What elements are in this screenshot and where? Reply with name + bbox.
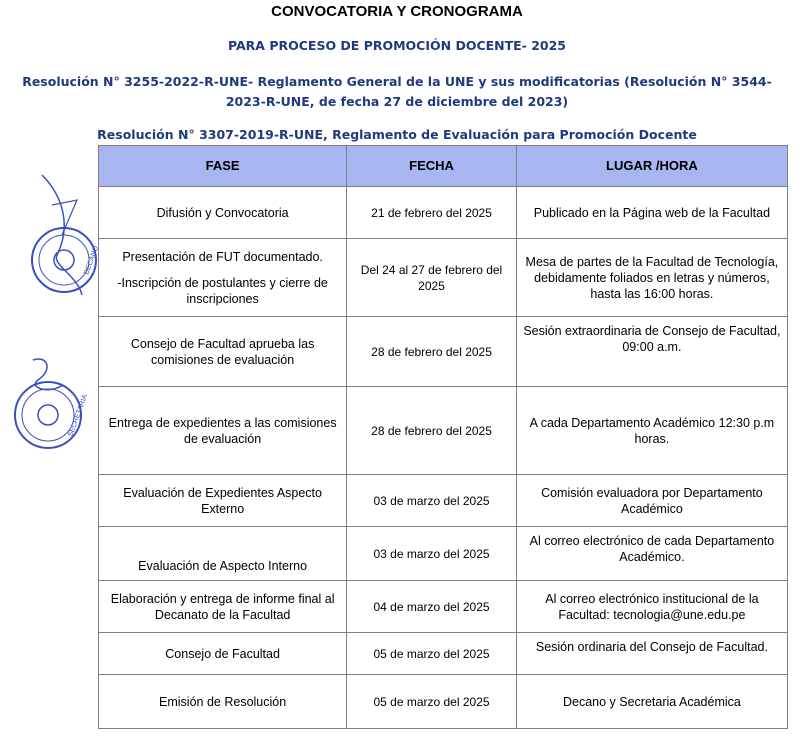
cell-lugar: Sesión ordinaria del Consejo de Facultad. [516,633,787,675]
decano-stamp-icon [22,165,102,325]
table-row [99,527,788,581]
cell-fecha: Del 24 al 27 de febrero del 2025 [347,239,517,317]
cell-fase: Consejo de Facultad aprueba las comisiones de evaluación [99,317,347,387]
table-row [99,239,788,317]
fase-line-1: Presentación de FUT documentado. [122,249,323,264]
cell-lugar: Comisión evaluadora por Departamento Académico [516,475,787,527]
table-row [99,317,788,387]
cell-fecha: 03 de marzo del 2025 [347,527,517,581]
cell-fase: Entrega de expedientes a las comisiones de evaluación [99,387,347,475]
cell-fecha: 28 de febrero del 2025 [347,387,517,475]
cell-fase: Difusión y Convocatoria [99,187,347,239]
resolution-evaluation: Resolución N° 3307-2019-R-UNE, Reglamento de Evaluación para Promoción Docente [97,127,697,142]
stamp-text-decano: DECANO [83,245,101,276]
cell-fecha: 04 de marzo del 2025 [347,581,517,633]
document-subtitle: PARA PROCESO DE PROMOCIÓN DOCENTE- 2025 [227,38,567,53]
cell-fecha: 21 de febrero del 2025 [347,187,517,239]
cell-lugar: Publicado en la Página web de la Facultad [516,187,787,239]
schedule-table [98,145,788,729]
table-row [99,475,788,527]
cell-fase [99,239,347,317]
cell-lugar: Al correo electrónico de cada Departamento Académico. [516,527,787,581]
stamp-text-secretaria: SECRETARIA [67,393,90,438]
cell-fecha: 05 de marzo del 2025 [347,675,517,729]
table-row [99,581,788,633]
resolution-line-2: 2023-R-UNE, de fecha 27 de diciembre del 2023) [225,94,569,109]
cell-lugar: Mesa de partes de la Facultad de Tecnología, debidamente foliados en letras y números, hasta las 16:00 horas. [516,239,787,317]
cell-lugar: Sesión extraordinaria de Consejo de Facultad, 09:00 a.m. [516,317,787,387]
header-fase: FASE [99,146,347,187]
cell-fecha: 28 de febrero del 2025 [347,317,517,387]
cell-fase: Evaluación de Aspecto Interno [99,527,347,581]
resolution-general [0,72,794,112]
cell-fecha: 03 de marzo del 2025 [347,475,517,527]
cell-fase: Evaluación de Expedientes Aspecto Externo [99,475,347,527]
table-header-row [99,146,788,187]
cell-lugar: A cada Departamento Académico 12:30 p.m horas. [516,387,787,475]
table-row [99,387,788,475]
cell-fecha: 05 de marzo del 2025 [347,633,517,675]
document-title: CONVOCATORIA Y CRONOGRAMA [271,3,523,20]
cell-fase: Elaboración y entrega de informe final al Decanato de la Facultad [99,581,347,633]
resolution-line-1: Resolución N° 3255-2022-R-UNE- Reglamento General de la UNE y sus modificatorias (Resolución N° 3544- [22,74,772,89]
table-row [99,675,788,729]
header-lugar: LUGAR /HORA [516,146,787,187]
fase-line-2: -Inscripción de postulantes y cierre de inscripciones [117,275,328,306]
cell-fase: Consejo de Facultad [99,633,347,675]
cell-lugar: Al correo electrónico institucional de la Facultad: tecnologia@une.edu.pe [516,581,787,633]
cell-lugar: Decano y Secretaria Académica [516,675,787,729]
secretaria-stamp-icon [8,355,90,455]
cell-fase: Emisión de Resolución [99,675,347,729]
table-row [99,187,788,239]
table-row [99,633,788,675]
header-fecha: FECHA [347,146,517,187]
